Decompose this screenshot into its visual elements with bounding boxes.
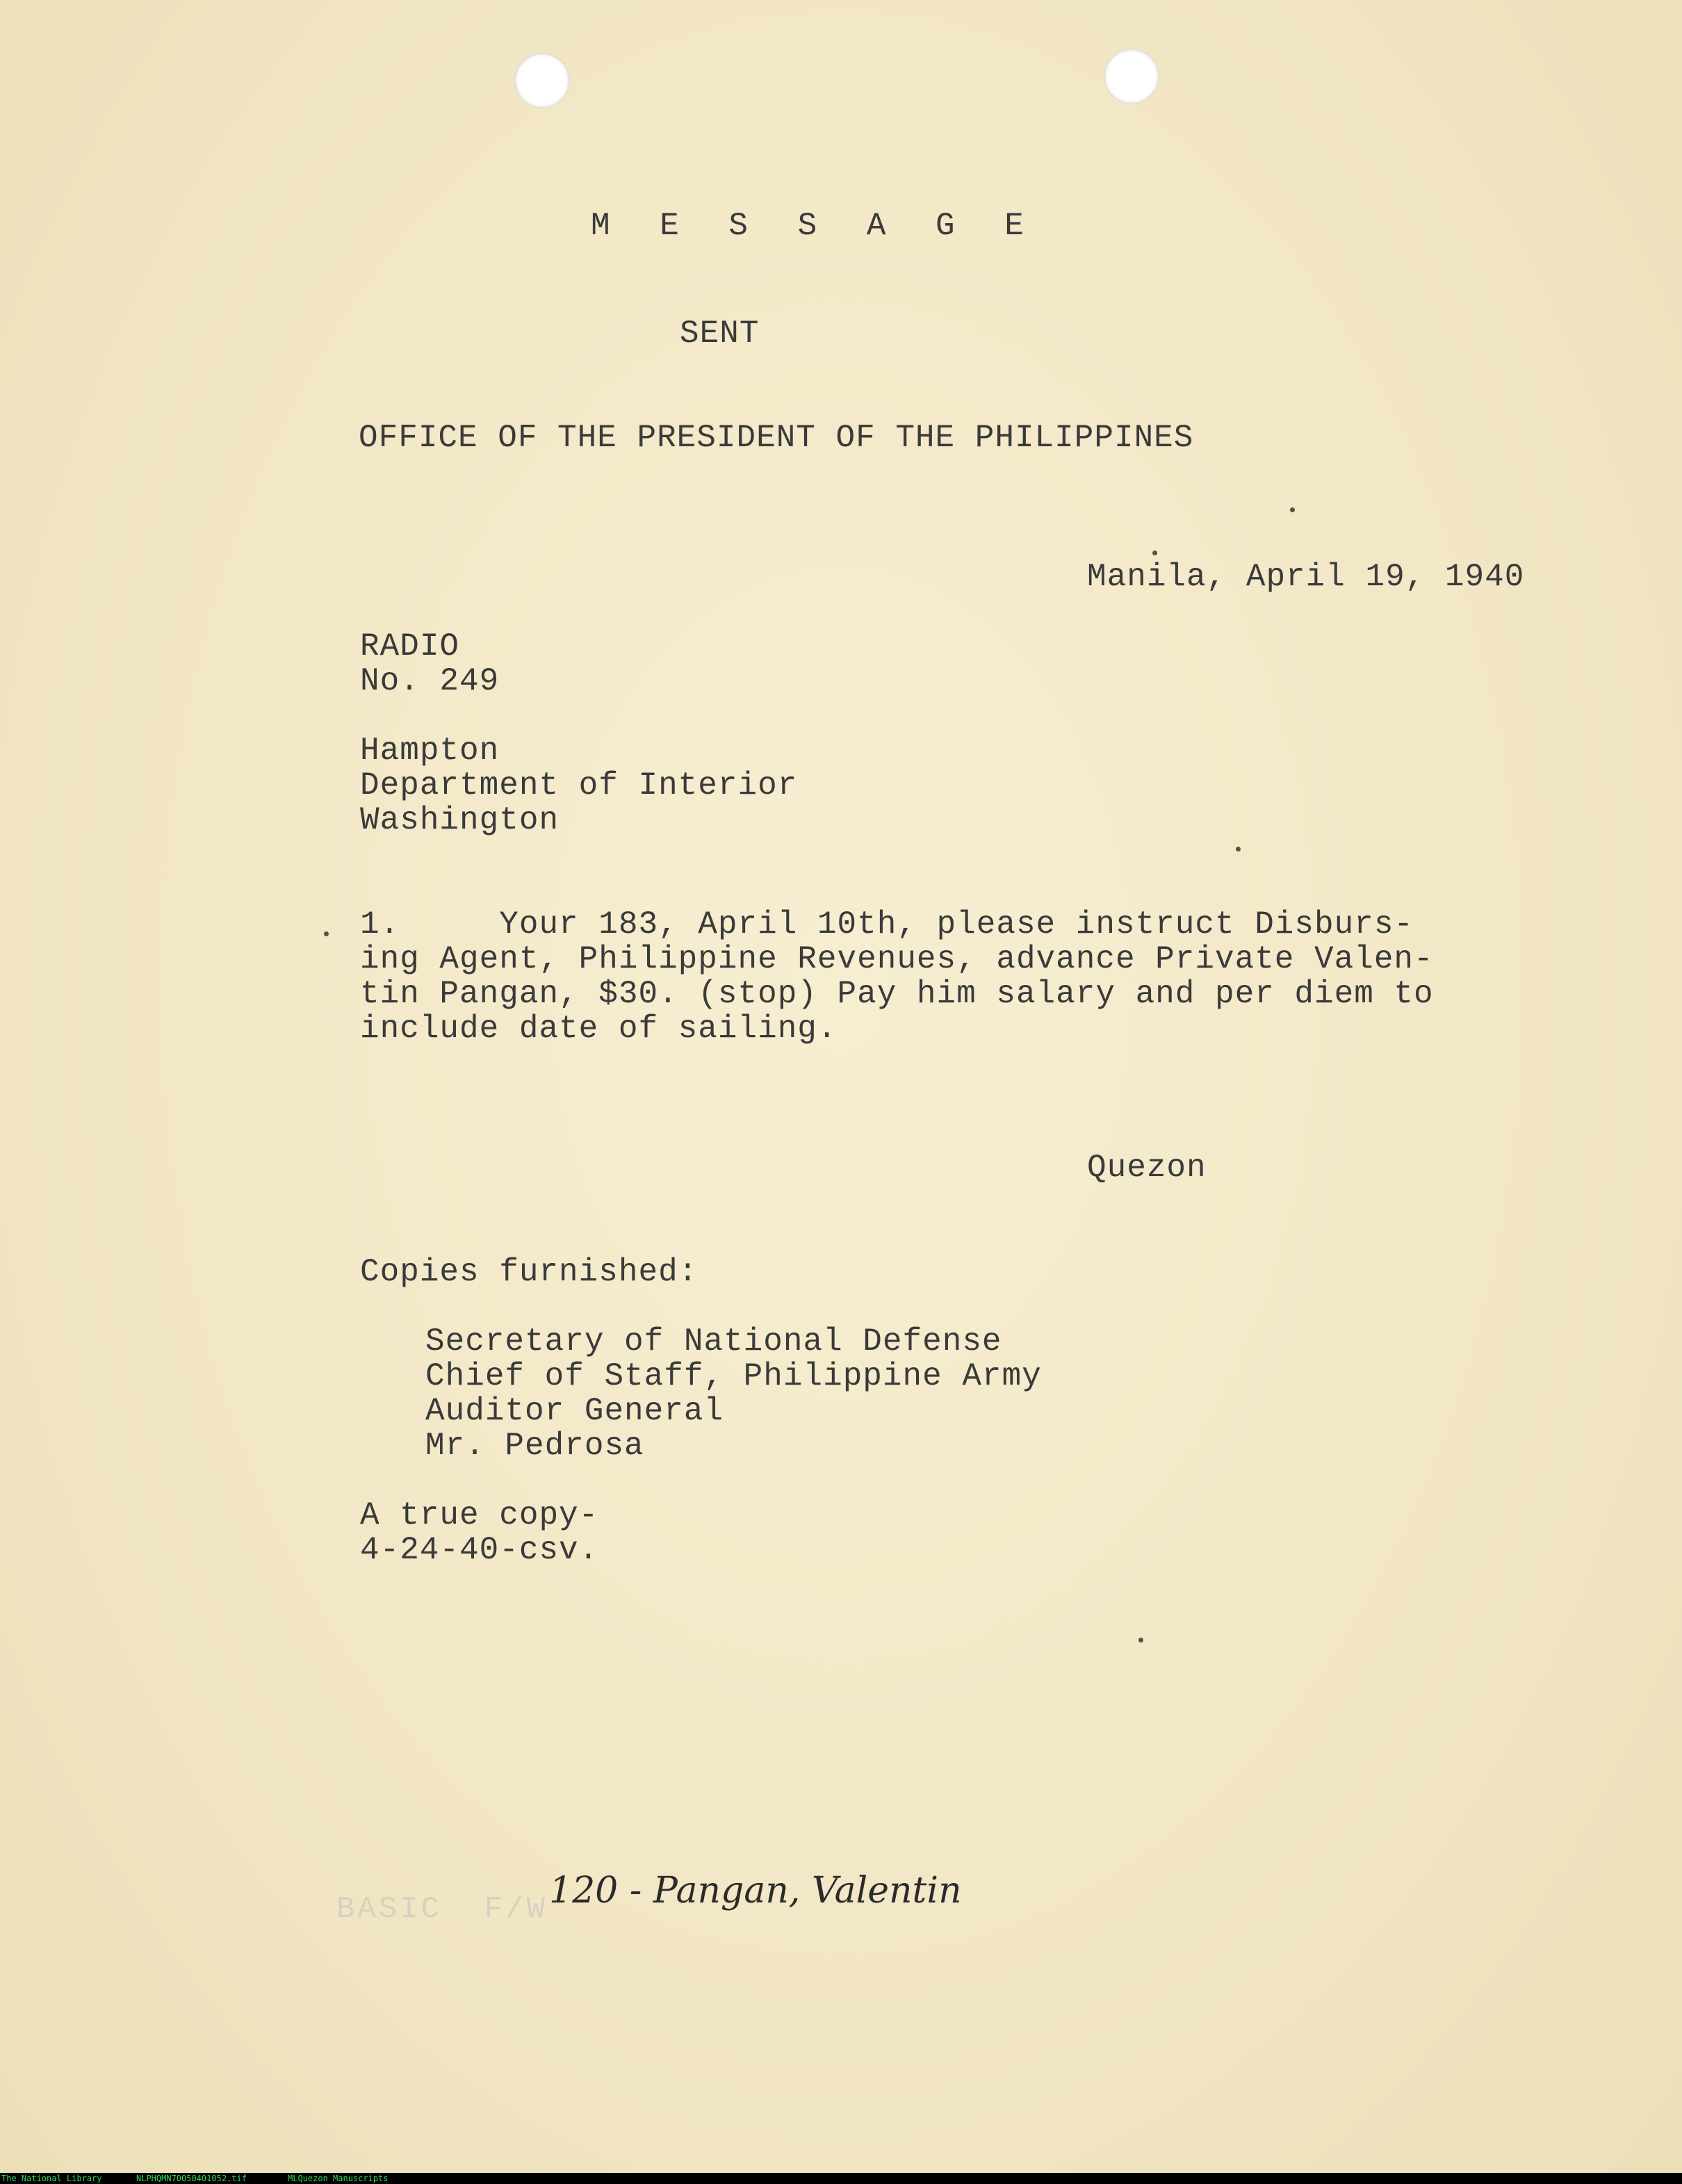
- footer-bar: [0, 2173, 1682, 2184]
- message-number: No. 249: [360, 663, 500, 699]
- body-line-2: ing Agent, Philippine Revenues, advance Private Valen-: [360, 941, 1434, 977]
- footer-library: The National Library: [1, 2174, 102, 2183]
- message-status: SENT: [680, 316, 760, 352]
- office-heading: OFFICE OF THE PRESIDENT OF THE PHILIPPINES: [359, 420, 1194, 456]
- addressee-city: Washington: [360, 802, 560, 838]
- basic-stamp: BASIC F/W: [336, 1892, 548, 1927]
- addressee-department: Department of Interior: [360, 767, 798, 804]
- copy-recipient: Auditor General: [425, 1393, 724, 1429]
- paper-speck: [1138, 1638, 1143, 1643]
- date-line: Manila, April 19, 1940: [1087, 559, 1525, 595]
- body-line-4: include date of sailing.: [360, 1011, 838, 1047]
- paper-speck: [1236, 847, 1241, 851]
- message-title: M E S S A G E: [591, 208, 1039, 244]
- footer-file-id: NLPHQMN70050401052.tif: [136, 2174, 247, 2183]
- signature: Quezon: [1087, 1150, 1207, 1186]
- paper-speck: [324, 931, 329, 936]
- paper-speck: [1290, 507, 1295, 512]
- copy-recipient: Mr. Pedrosa: [425, 1428, 644, 1464]
- copy-recipient: Chief of Staff, Philippine Army: [425, 1358, 1042, 1394]
- paper-speck: [1152, 551, 1157, 555]
- body-line-1: 1. Your 183, April 10th, please instruct Disburs-: [360, 906, 1414, 943]
- handwritten-note: 120 - Pangan, Valentin: [549, 1870, 962, 1912]
- body-line-3: tin Pangan, $30. (stop) Pay him salary and per diem to: [360, 976, 1434, 1012]
- footer-collection: MLQuezon Manuscripts: [288, 2174, 389, 2183]
- addressee-name: Hampton: [360, 733, 500, 769]
- true-copy-line: A true copy-: [360, 1497, 599, 1533]
- message-type: RADIO: [360, 628, 460, 665]
- copy-recipient: Secretary of National Defense: [425, 1323, 1002, 1360]
- true-copy-date: 4-24-40-csv.: [360, 1532, 599, 1568]
- punch-hole-right: [1104, 49, 1159, 104]
- copies-heading: Copies furnished:: [360, 1254, 699, 1290]
- punch-hole-left: [514, 53, 570, 108]
